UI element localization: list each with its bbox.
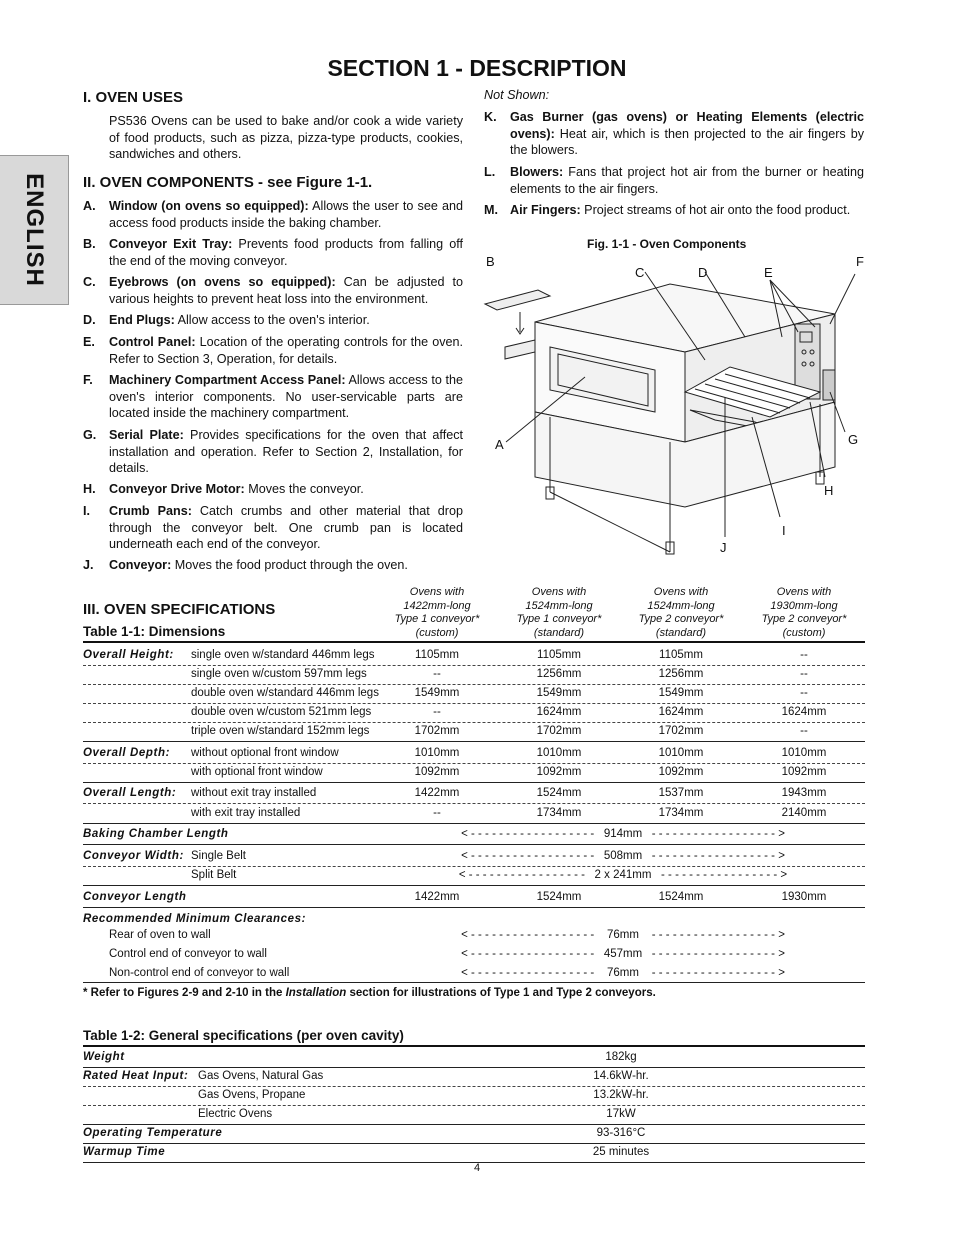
component-item	[83, 503, 463, 553]
callout-f: F	[856, 254, 864, 269]
table-rule	[83, 782, 865, 783]
row-category: Overall Height:	[83, 649, 174, 661]
row-description: triple oven w/standard 152mm legs	[191, 725, 370, 737]
row-value: 13.2kW-hr.	[593, 1089, 649, 1101]
table-row	[83, 848, 865, 867]
component-key: B.	[83, 237, 96, 251]
row-value: --	[433, 807, 441, 819]
row-value: 182kg	[605, 1051, 637, 1063]
row-value: 1549mm	[536, 687, 582, 699]
not-shown-label: Gas Burner (gas ovens) or Heating Elements (electric ovens):	[510, 110, 864, 141]
component-label: Window (on ovens so equipped):	[109, 199, 309, 213]
row-description: Gas Ovens, Propane	[198, 1089, 306, 1101]
row-description: Electric Ovens	[198, 1108, 273, 1120]
table-row	[83, 1144, 865, 1163]
row-value: --	[433, 706, 441, 718]
table-rule	[83, 907, 865, 908]
component-description: Can be adjusted to various heights to prevent heat loss into the environment.	[109, 275, 463, 306]
table1-column-header: Ovens with 1422mm-long Type 1 conveyor* (custom)	[394, 586, 480, 639]
language-tab-label: ENGLISH	[21, 173, 48, 287]
table-row	[83, 1087, 865, 1106]
row-value: 1624mm	[536, 706, 582, 718]
component-label: Conveyor:	[109, 558, 172, 572]
component-key: C.	[83, 275, 96, 289]
not-shown-description: Project streams of hot air onto the food product.	[580, 203, 851, 217]
row-description: single oven w/custom 597mm legs	[191, 668, 367, 680]
row-value: 1256mm	[536, 668, 582, 680]
not-shown-item	[484, 109, 864, 159]
row-description: without exit tray installed	[191, 787, 317, 799]
row-value: --	[800, 668, 808, 680]
component-item	[83, 236, 463, 269]
component-label: Conveyor Drive Motor:	[109, 482, 245, 496]
table-row	[83, 1068, 865, 1087]
not-shown-text	[510, 164, 864, 197]
row-value: 1010mm	[781, 747, 827, 759]
row-value: 1092mm	[658, 766, 704, 778]
row-value: 1734mm	[536, 807, 582, 819]
component-label: End Plugs:	[109, 313, 175, 327]
component-key: E.	[83, 335, 95, 349]
table1-footnote: * Refer to Figures 2-9 and 2-10 in the Installation section for illustrations of Type 1 and Type 2 conveyors.	[83, 987, 656, 999]
table-row	[83, 867, 865, 886]
row-description: Single Belt	[191, 850, 246, 862]
row-value: 1537mm	[658, 787, 704, 799]
component-description: Allow access to the oven's interior.	[174, 313, 370, 327]
row-value: 1624mm	[781, 706, 827, 718]
component-item	[83, 274, 463, 307]
component-item	[83, 334, 463, 367]
row-value: 1549mm	[658, 687, 704, 699]
table-rule	[83, 885, 865, 886]
row-category: Weight	[83, 1051, 125, 1063]
table1-title: Table 1-1: Dimensions	[83, 624, 226, 639]
row-category: Overall Depth:	[83, 747, 171, 759]
component-text	[109, 372, 463, 422]
table-rule	[83, 803, 865, 804]
row-value: 1549mm	[414, 687, 460, 699]
not-shown-description: Heat air, which is then projected to the air fingers by the blowers.	[510, 126, 864, 157]
row-category: Operating Temperature	[83, 1127, 223, 1139]
table-row	[83, 764, 865, 783]
component-text	[109, 334, 463, 367]
not-shown-label: Blowers:	[510, 165, 564, 179]
table-row	[83, 889, 865, 908]
row-description: single oven w/standard 446mm legs	[191, 649, 375, 661]
table-row	[83, 946, 865, 965]
row-category: Overall Length:	[83, 787, 177, 799]
component-label: Eyebrows (on ovens so equipped):	[109, 275, 336, 289]
component-item	[83, 427, 463, 477]
table1-column-header: Ovens with 1930mm-long Type 2 conveyor* (custom)	[761, 586, 847, 639]
row-value: 14.6kW-hr.	[593, 1070, 649, 1082]
table-row	[83, 826, 865, 845]
row-value: 1524mm	[658, 891, 704, 903]
component-item	[83, 372, 463, 422]
row-value: 1930mm	[781, 891, 827, 903]
component-text	[109, 557, 463, 574]
row-value: 1105mm	[415, 649, 459, 661]
row-category: Conveyor Length	[83, 891, 187, 903]
row-value: 17kW	[606, 1108, 636, 1120]
table-row	[83, 704, 865, 723]
component-item	[83, 312, 463, 329]
row-category: Conveyor Width:	[83, 850, 184, 862]
row-value: 1624mm	[658, 706, 704, 718]
row-span-value: < - - - - - - - - - - - - - - - - - - 457mm - - - - - - - - - - - - - - - - - - >	[461, 948, 785, 960]
component-label: Crumb Pans:	[109, 504, 192, 518]
table-row	[83, 805, 865, 824]
row-span-value: < - - - - - - - - - - - - - - - - - - 76mm - - - - - - - - - - - - - - - - - - >	[461, 967, 785, 979]
not-shown-description: Fans that project hot air from the burner or heating elements to the air fingers.	[510, 165, 864, 196]
row-value: 1010mm	[414, 747, 460, 759]
row-value: 1702mm	[536, 725, 582, 737]
component-key: J.	[83, 558, 94, 572]
component-text	[109, 312, 463, 329]
table-row	[83, 745, 865, 764]
component-item	[83, 557, 463, 574]
row-description: with optional front window	[191, 766, 323, 778]
row-value: 1010mm	[536, 747, 582, 759]
component-key: I.	[83, 504, 90, 518]
table-row	[83, 1049, 865, 1068]
callout-h: H	[824, 483, 834, 498]
row-description: Rear of oven to wall	[109, 929, 211, 941]
row-value: --	[800, 725, 808, 737]
row-description: Split Belt	[191, 869, 237, 881]
table-row	[83, 723, 865, 742]
row-category: Recommended Minimum Clearances:	[83, 913, 307, 925]
component-text	[109, 274, 463, 307]
callout-i: I	[782, 523, 786, 538]
component-text	[109, 236, 463, 269]
row-category: Warmup Time	[83, 1146, 166, 1158]
component-description: Moves the food product through the oven.	[171, 558, 408, 572]
row-description: with exit tray installed	[191, 807, 301, 819]
not-shown-text	[510, 202, 864, 219]
table-row	[83, 927, 865, 946]
callout-j: J	[720, 540, 727, 555]
table1-column-header: Ovens with 1524mm-long Type 2 conveyor* (standard)	[638, 586, 724, 639]
callout-e: E	[764, 265, 773, 280]
table-row	[83, 785, 865, 804]
row-span-value: < - - - - - - - - - - - - - - - - - - 508mm - - - - - - - - - - - - - - - - - - >	[461, 850, 785, 862]
row-value: 1256mm	[658, 668, 704, 680]
row-value: 1734mm	[658, 807, 704, 819]
row-value: 1105mm	[659, 649, 703, 661]
oven-specifications-heading: III. OVEN SPECIFICATIONS	[83, 601, 276, 618]
component-description: Allows access to the oven's interior components. No user-servicable parts are located inside the machinery compartment.	[109, 373, 463, 420]
not-shown-item	[484, 164, 864, 197]
component-description: Provides specifications for the oven that affect installation and operation. Refer to Section 2, Installation, for details.	[109, 428, 464, 475]
row-description: double oven w/custom 521mm legs	[191, 706, 372, 718]
row-value: 1702mm	[414, 725, 460, 737]
oven-uses-text: PS536 Ovens can be used to bake and/or cook a wide variety of food products, such as pizza, pizza-type products, cookies, sandwiches and others.	[109, 114, 463, 161]
page-number: 4	[473, 1162, 481, 1174]
component-key: A.	[83, 199, 96, 213]
table-row	[83, 666, 865, 685]
row-category: Rated Heat Input:	[83, 1070, 189, 1082]
figure-caption: Fig. 1-1 - Oven Components	[587, 237, 747, 251]
row-value: 25 minutes	[592, 1146, 650, 1158]
row-value: --	[800, 649, 808, 661]
page-title: SECTION 1 - DESCRIPTION	[327, 55, 627, 81]
row-value: 93-316°C	[596, 1127, 646, 1139]
component-text	[109, 198, 463, 231]
callout-c: C	[635, 265, 645, 280]
callout-b: B	[486, 254, 495, 269]
component-item	[83, 481, 463, 498]
table-rule	[83, 823, 865, 824]
row-description: without optional front window	[191, 747, 339, 759]
not-shown-text	[510, 109, 864, 159]
language-tab	[0, 155, 69, 305]
row-value: 1524mm	[536, 787, 582, 799]
oven-components-heading: II. OVEN COMPONENTS - see Figure 1-1.	[83, 174, 373, 191]
row-value: 1422mm	[414, 891, 460, 903]
component-key: F.	[83, 373, 93, 387]
row-value: 1943mm	[781, 787, 827, 799]
table-rule	[83, 844, 865, 845]
component-text	[109, 503, 463, 553]
component-key: G.	[83, 428, 97, 442]
callout-d: D	[698, 265, 708, 280]
row-value: 1702mm	[658, 725, 704, 737]
not-shown-label: Not Shown:	[484, 88, 550, 102]
row-value: 1524mm	[536, 891, 582, 903]
table-row	[83, 685, 865, 704]
row-description: Non-control end of conveyor to wall	[109, 967, 290, 979]
component-item	[83, 198, 463, 231]
not-shown-item	[484, 202, 864, 219]
component-key: D.	[83, 313, 96, 327]
component-description: Location of the operating controls for the oven. Refer to Section 3, Operation, for details.	[109, 335, 463, 366]
not-shown-label: Air Fingers:	[510, 203, 581, 217]
not-shown-key: L.	[484, 165, 496, 179]
component-description: Moves the conveyor.	[244, 482, 364, 496]
row-value: 2140mm	[781, 807, 827, 819]
row-value: 1092mm	[536, 766, 582, 778]
oven-illustration	[480, 252, 870, 562]
table-rule	[83, 1045, 865, 1047]
row-description: Control end of conveyor to wall	[109, 948, 267, 960]
component-label: Machinery Compartment Access Panel:	[109, 373, 346, 387]
table2-title: Table 1-2: General specifications (per oven cavity)	[83, 1028, 404, 1043]
table1-column-header: Ovens with 1524mm-long Type 1 conveyor* (standard)	[516, 586, 602, 639]
component-description: Catch crumbs and other material that drop through the conveyor belt. One crumb pan is located underneath each end of the conveyor.	[109, 504, 463, 551]
table-rule	[83, 741, 865, 742]
component-label: Conveyor Exit Tray:	[109, 237, 233, 251]
component-text	[109, 481, 463, 498]
not-shown-key: M.	[484, 203, 498, 217]
table-row	[83, 1106, 865, 1125]
component-label: Control Panel:	[109, 335, 196, 349]
row-category: Baking Chamber Length	[83, 828, 229, 840]
component-description: Prevents food products from falling off the end of the moving conveyor.	[109, 237, 463, 268]
component-key: H.	[83, 482, 96, 496]
row-span-value: < - - - - - - - - - - - - - - - - - 2 x 241mm - - - - - - - - - - - - - - - - - >	[458, 869, 788, 881]
row-span-value: < - - - - - - - - - - - - - - - - - - 914mm - - - - - - - - - - - - - - - - - - >	[461, 828, 785, 840]
not-shown-key: K.	[484, 110, 497, 124]
row-value: 1010mm	[658, 747, 704, 759]
table-row	[83, 647, 865, 666]
row-description: Gas Ovens, Natural Gas	[198, 1070, 324, 1082]
component-description: Allows the user to see and access food products inside the baking chamber.	[109, 199, 463, 230]
row-value: --	[800, 687, 808, 699]
table-rule	[83, 982, 865, 983]
component-text	[109, 427, 463, 477]
row-value: 1422mm	[414, 787, 460, 799]
row-value: 1092mm	[781, 766, 827, 778]
row-value: 1105mm	[537, 649, 581, 661]
row-value: --	[433, 668, 441, 680]
component-label: Serial Plate:	[109, 428, 184, 442]
table-row	[83, 1125, 865, 1144]
callout-a: A	[495, 437, 504, 452]
row-description: double oven w/standard 446mm legs	[191, 687, 379, 699]
row-value: 1092mm	[414, 766, 460, 778]
oven-uses-heading: I. OVEN USES	[83, 89, 184, 106]
table-rule	[83, 641, 865, 643]
callout-g: G	[848, 432, 859, 447]
row-span-value: < - - - - - - - - - - - - - - - - - - 76mm - - - - - - - - - - - - - - - - - - >	[461, 929, 785, 941]
